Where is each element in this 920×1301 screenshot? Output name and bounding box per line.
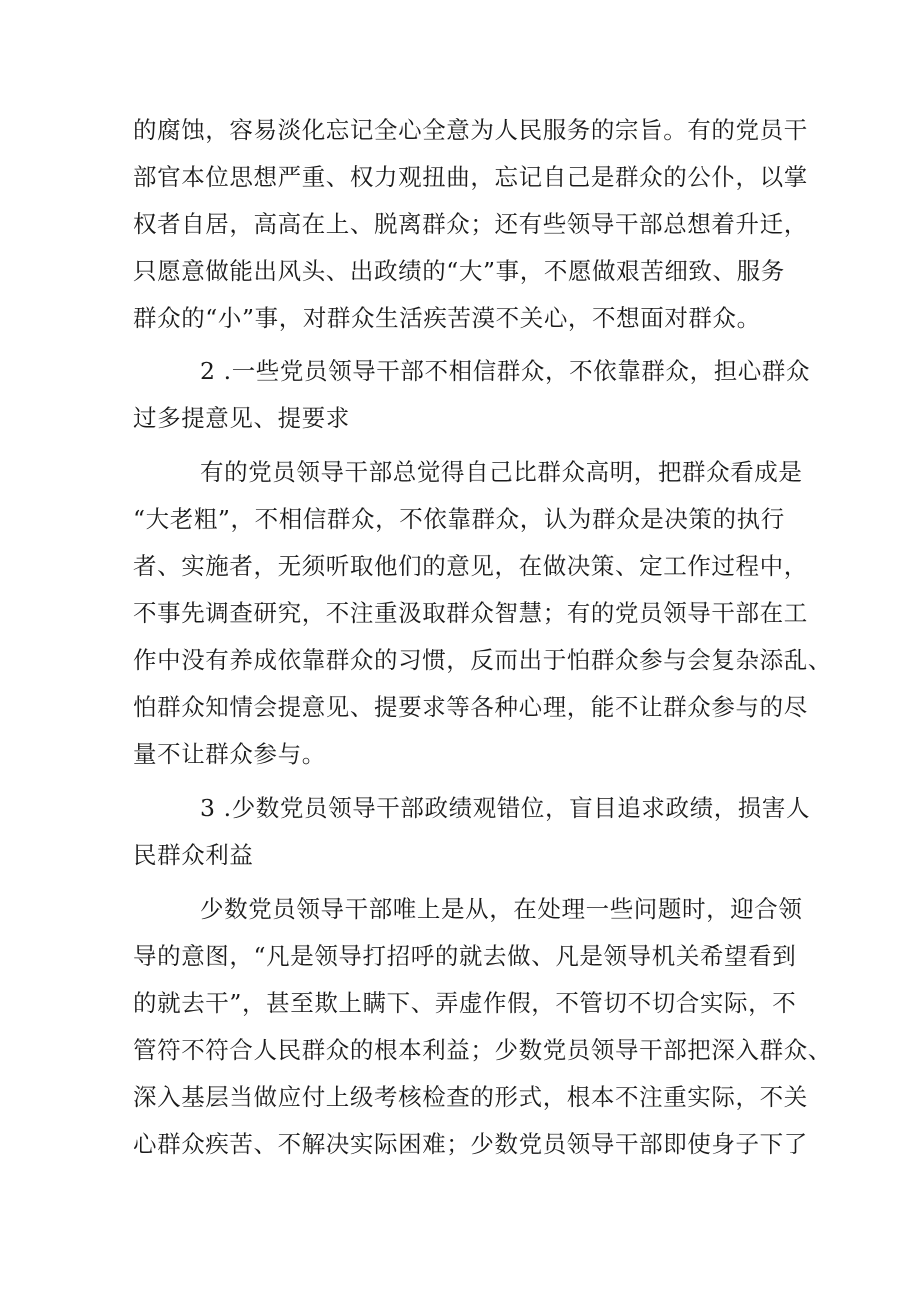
section-heading-2-cont: 过多提意见、提要求 [133,404,350,432]
section-heading-3-cont: 民群众利益 [133,841,254,869]
text-line: 心群众疾苦、不解决实际困难；少数党员领导干部即使身子下了 [133,1130,808,1158]
text-line: 权者自居，高高在上、脱离群众；还有些领导干部总想着升迁， [133,210,808,238]
text-line: 者、实施者，无须听取他们的意见，在做决策、定工作过程中， [133,552,808,580]
text-line: 管符不符合人民群众的根本利益；少数党员领导干部把深入群众、 [133,1036,832,1064]
text-line: 的就去干”，甚至欺上瞒下、弄虚作假，不管切不切合实际，不 [133,989,797,1017]
text-line: 怕群众知情会提意见、提要求等各种心理，能不让群众参与的尽 [133,693,808,721]
text-line: 不事先调查研究，不注重汲取群众智慧；有的党员领导干部在工 [133,599,808,627]
text-line: 深入基层当做应付上级考核检查的形式，根本不注重实际，不关 [133,1083,808,1111]
text-line: 导的意图，“凡是领导打招呼的就去做、凡是领导机关希望看到 [133,942,797,970]
section-heading-3: 3 .少数党员领导干部政绩观错位，盲目追求政绩，损害人 [200,794,811,822]
text-line: 的腐蚀，容易淡化忘记全心全意为人民服务的宗旨。有的党员干 [133,116,808,144]
paragraph-start: 少数党员领导干部唯上是从，在处理一些问题时，迎合领 [200,895,803,923]
text-line: 部官本位思想严重、权力观扭曲，忘记自己是群众的公仆，以掌 [133,163,808,191]
text-line: 量不让群众参与。 [133,740,326,768]
text-line: “大老粗”，不相信群众，不依靠群众，认为群众是决策的执行 [133,505,785,533]
paragraph-start: 有的党员领导干部总觉得自己比群众高明，把群众看成是 [200,458,803,486]
text-line: 只愿意做能出风头、出政绩的“大”事，不愿做艰苦细致、服务 [133,257,785,285]
text-line: 作中没有养成依靠群众的习惯，反而出于怕群众参与会复杂添乱、 [133,646,832,674]
text-line: 群众的“小”事，对群众生活疾苦漠不关心，不想面对群众。 [133,304,761,332]
section-heading-2: 2 .一些党员领导干部不相信群众，不依靠群众，担心群众 [200,357,811,385]
